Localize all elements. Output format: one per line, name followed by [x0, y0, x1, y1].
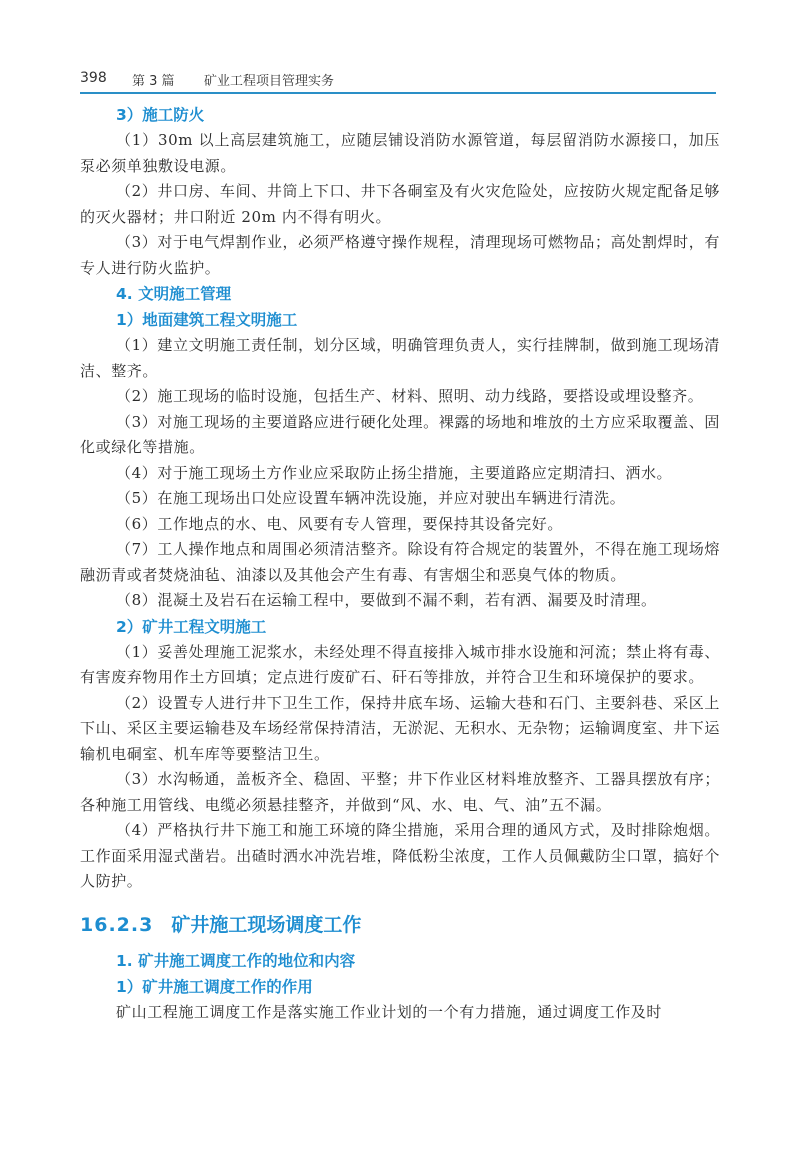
body-text-lower [80, 948, 720, 1026]
paragraph: （3）对于电气焊割作业，必须严格遵守操作规程，清理现场可燃物品；高处割焊时，有专人进行防火监护。 [80, 233, 720, 277]
paragraph: 矿山工程施工调度工作是落实施工作业计划的一个有力措施，通过调度工作及时 [116, 1003, 663, 1021]
subheading: 1）矿井施工调度工作的作用 [116, 978, 313, 996]
subheading: 1）地面建筑工程文明施工 [116, 311, 298, 329]
body-text-upper [80, 102, 720, 895]
paragraph: （6）工作地点的水、电、风要有专人管理，要保持其设备完好。 [116, 514, 563, 533]
subheading: 1. 矿井施工调度工作的地位和内容 [116, 952, 356, 970]
page-number: 398 [80, 70, 107, 86]
paragraph: （3）水沟畅通，盖板齐全、稳固、平整；井下作业区材料堆放整齐、工器具摆放有序；各种施工用管线、电缆必须悬挂整齐，并做到“风、水、电、气、油”五不漏。 [80, 770, 720, 814]
subheading: 2）矿井工程文明施工 [116, 617, 267, 636]
paragraph: （5）在施工现场出口处应设置车辆冲洗设施，并应对驶出车辆进行清洗。 [116, 489, 626, 507]
section-heading [80, 913, 720, 939]
page-body [80, 102, 720, 1026]
paragraph: （2）设置专人进行井下卫生工作，保持井底车场、运输大巷和石门、主要斜巷、采区上下山、采区主要运输巷及车场经常保持清洁，无淤泥、无积水、无杂物；运输调度室、井下运输机电硐室、机车库等要整洁卫生。 [80, 693, 720, 763]
paragraph: （7）工人操作地点和周围必须清洁整齐。除设有符合规定的装置外，不得在施工现场熔融沥青或者焚烧油毡、油漆以及其他会产生有毒、有害烟尘和恶臭气体的物质。 [80, 540, 720, 584]
section-title-text: 矿井施工现场调度工作 [171, 913, 362, 936]
subheading: 4. 文明施工管理 [116, 285, 232, 303]
page-header [80, 66, 716, 94]
section-number: 16.2.3 [80, 913, 154, 936]
part-label: 第 3 篇 [132, 74, 175, 89]
running-title: 矿业工程项目管理实务 [204, 74, 335, 89]
paragraph: （4）严格执行井下施工和施工环境的降尘措施，采用合理的通风方式，及时排除炮烟。工作面采用湿式凿岩。出碴时洒水冲洗岩堆，降低粉尘浓度，工作人员佩戴防尘口罩，搞好个人防护。 [80, 821, 720, 890]
paragraph: （2）井口房、车间、井筒上下口、井下各硐室及有火灾危险处，应按防火规定配备足够的灭火器材；井口附近 20m 内不得有明火。 [80, 182, 720, 226]
paragraph: （1）30m 以上高层建筑施工，应随层铺设消防水源管道，每层留消防水源接口，加压泵必须单独敷设电源。 [80, 131, 720, 175]
paragraph: （1）妥善处理施工泥浆水，未经处理不得直接排入城市排水设施和河流；禁止将有毒、有害废弃物用作土方回填；定点进行废矿石、矸石等排放，并符合卫生和环境保护的要求。 [80, 642, 720, 686]
paragraph: （3）对施工现场的主要道路应进行硬化处理。裸露的场地和堆放的土方应采取覆盖、固化或绿化等措施。 [80, 412, 720, 456]
paragraph: （2）施工现场的临时设施，包括生产、材料、照明、动力线路，要搭设或埋设整齐。 [116, 387, 704, 405]
paragraph: （8）混凝土及岩石在运输工程中，要做到不漏不剩，若有洒、漏要及时清理。 [116, 591, 657, 609]
paragraph: （4）对于施工现场土方作业应采取防止扬尘措施，主要道路应定期清扫、洒水。 [116, 463, 673, 482]
paragraph: （1）建立文明施工责任制，划分区域，明确管理负责人，实行挂牌制，做到施工现场清洁、整齐。 [80, 336, 720, 380]
subheading: 3）施工防火 [116, 106, 205, 124]
